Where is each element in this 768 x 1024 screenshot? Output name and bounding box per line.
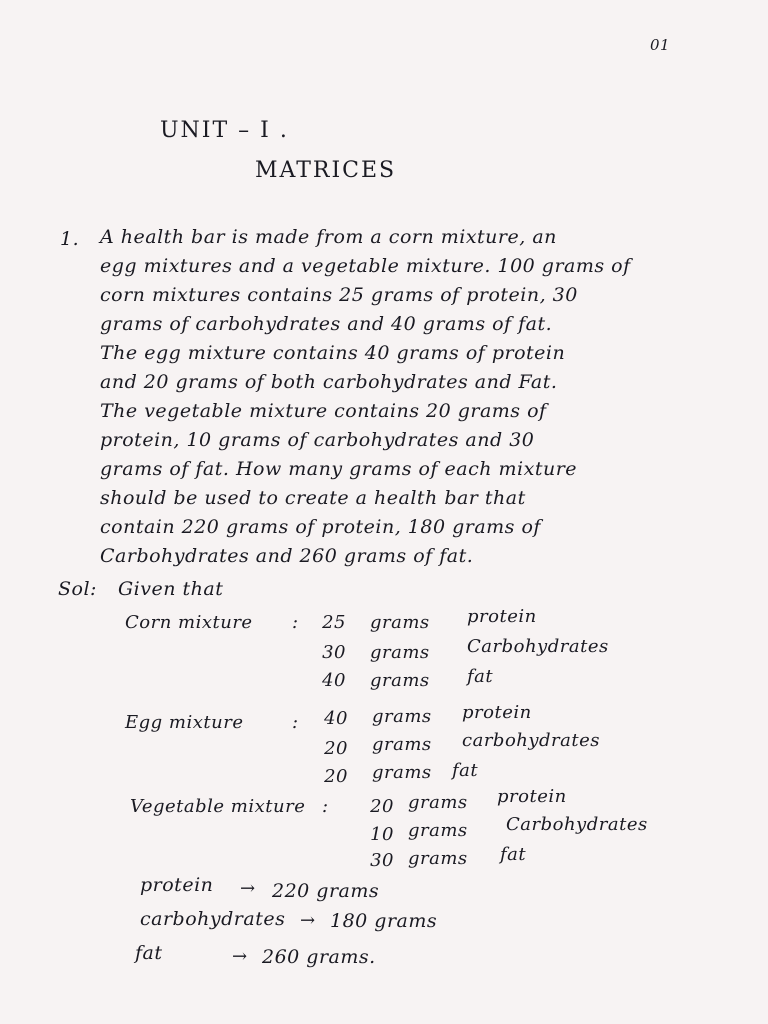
unit-grams: grams [408, 848, 468, 869]
unit-title: UNIT – I . [160, 118, 289, 143]
total-label: protein [140, 874, 214, 896]
solution-label: Sol: [58, 578, 97, 600]
unit-grams: grams [370, 612, 430, 633]
quantity: 25 [322, 612, 346, 633]
arrow-icon: → [300, 910, 316, 931]
question-line: protein, 10 grams of carbohydrates and 30 [100, 429, 535, 451]
question-line: egg mixtures and a vegetable mixture. 100 grams of [100, 255, 631, 277]
quantity: 20 [370, 796, 394, 817]
total-value: 260 grams. [262, 946, 376, 968]
unit-grams: grams [408, 792, 468, 813]
unit-grams: grams [372, 762, 432, 783]
page-number: 01 [650, 36, 671, 54]
nutrient: fat [500, 844, 527, 865]
question-line: grams of fat. How many grams of each mixture [100, 458, 578, 480]
arrow-icon: → [232, 946, 248, 967]
question-line: The vegetable mixture contains 20 grams of [100, 400, 547, 422]
nutrient: fat [452, 760, 479, 781]
question-line: grams of carbohydrates and 40 grams of fat. [100, 313, 553, 335]
nutrient: protein [497, 786, 567, 807]
question-line: corn mixtures contains 25 grams of protein, 30 [100, 284, 578, 306]
quantity: 10 [370, 824, 394, 845]
quantity: 40 [322, 670, 346, 691]
unit-grams: grams [372, 734, 432, 755]
nutrient: Carbohydrates [467, 636, 609, 657]
nutrient: protein [462, 702, 532, 723]
total-label: carbohydrates [140, 908, 286, 930]
question-line: should be used to create a health bar that [100, 487, 526, 509]
quantity: 30 [370, 850, 394, 871]
question-line: A health bar is made from a corn mixture, an [100, 226, 557, 248]
nutrient: carbohydrates [462, 730, 601, 751]
question-line: Carbohydrates and 260 grams of fat. [100, 545, 474, 567]
mixture-name: Egg mixture [125, 712, 244, 733]
unit-grams: grams [370, 670, 430, 691]
total-value: 180 grams [330, 910, 438, 932]
quantity: 20 [324, 738, 348, 759]
nutrient: protein [467, 606, 537, 627]
nutrient: fat [467, 666, 494, 687]
arrow-icon: → [240, 878, 256, 899]
question-line: contain 220 grams of protein, 180 grams of [100, 516, 541, 538]
nutrient: Carbohydrates [506, 814, 648, 835]
unit-grams: grams [370, 642, 430, 663]
mixture-colon: : [322, 796, 329, 817]
unit-grams: grams [372, 706, 432, 727]
mixture-colon: : [292, 612, 299, 633]
quantity: 20 [324, 766, 348, 787]
mixture-colon: : [292, 712, 299, 733]
unit-grams: grams [408, 820, 468, 841]
chapter-title: MATRICES [255, 158, 397, 183]
given-heading: Given that [118, 578, 224, 600]
question-line: and 20 grams of both carbohydrates and Fat. [100, 371, 558, 393]
mixture-name: Corn mixture [125, 612, 253, 633]
total-label: fat [135, 942, 163, 964]
mixture-name: Vegetable mixture [130, 796, 306, 817]
question-number: 1. [60, 228, 80, 250]
question-line: The egg mixture contains 40 grams of protein [100, 342, 566, 364]
quantity: 40 [324, 708, 348, 729]
total-value: 220 grams [272, 880, 380, 902]
quantity: 30 [322, 642, 346, 663]
